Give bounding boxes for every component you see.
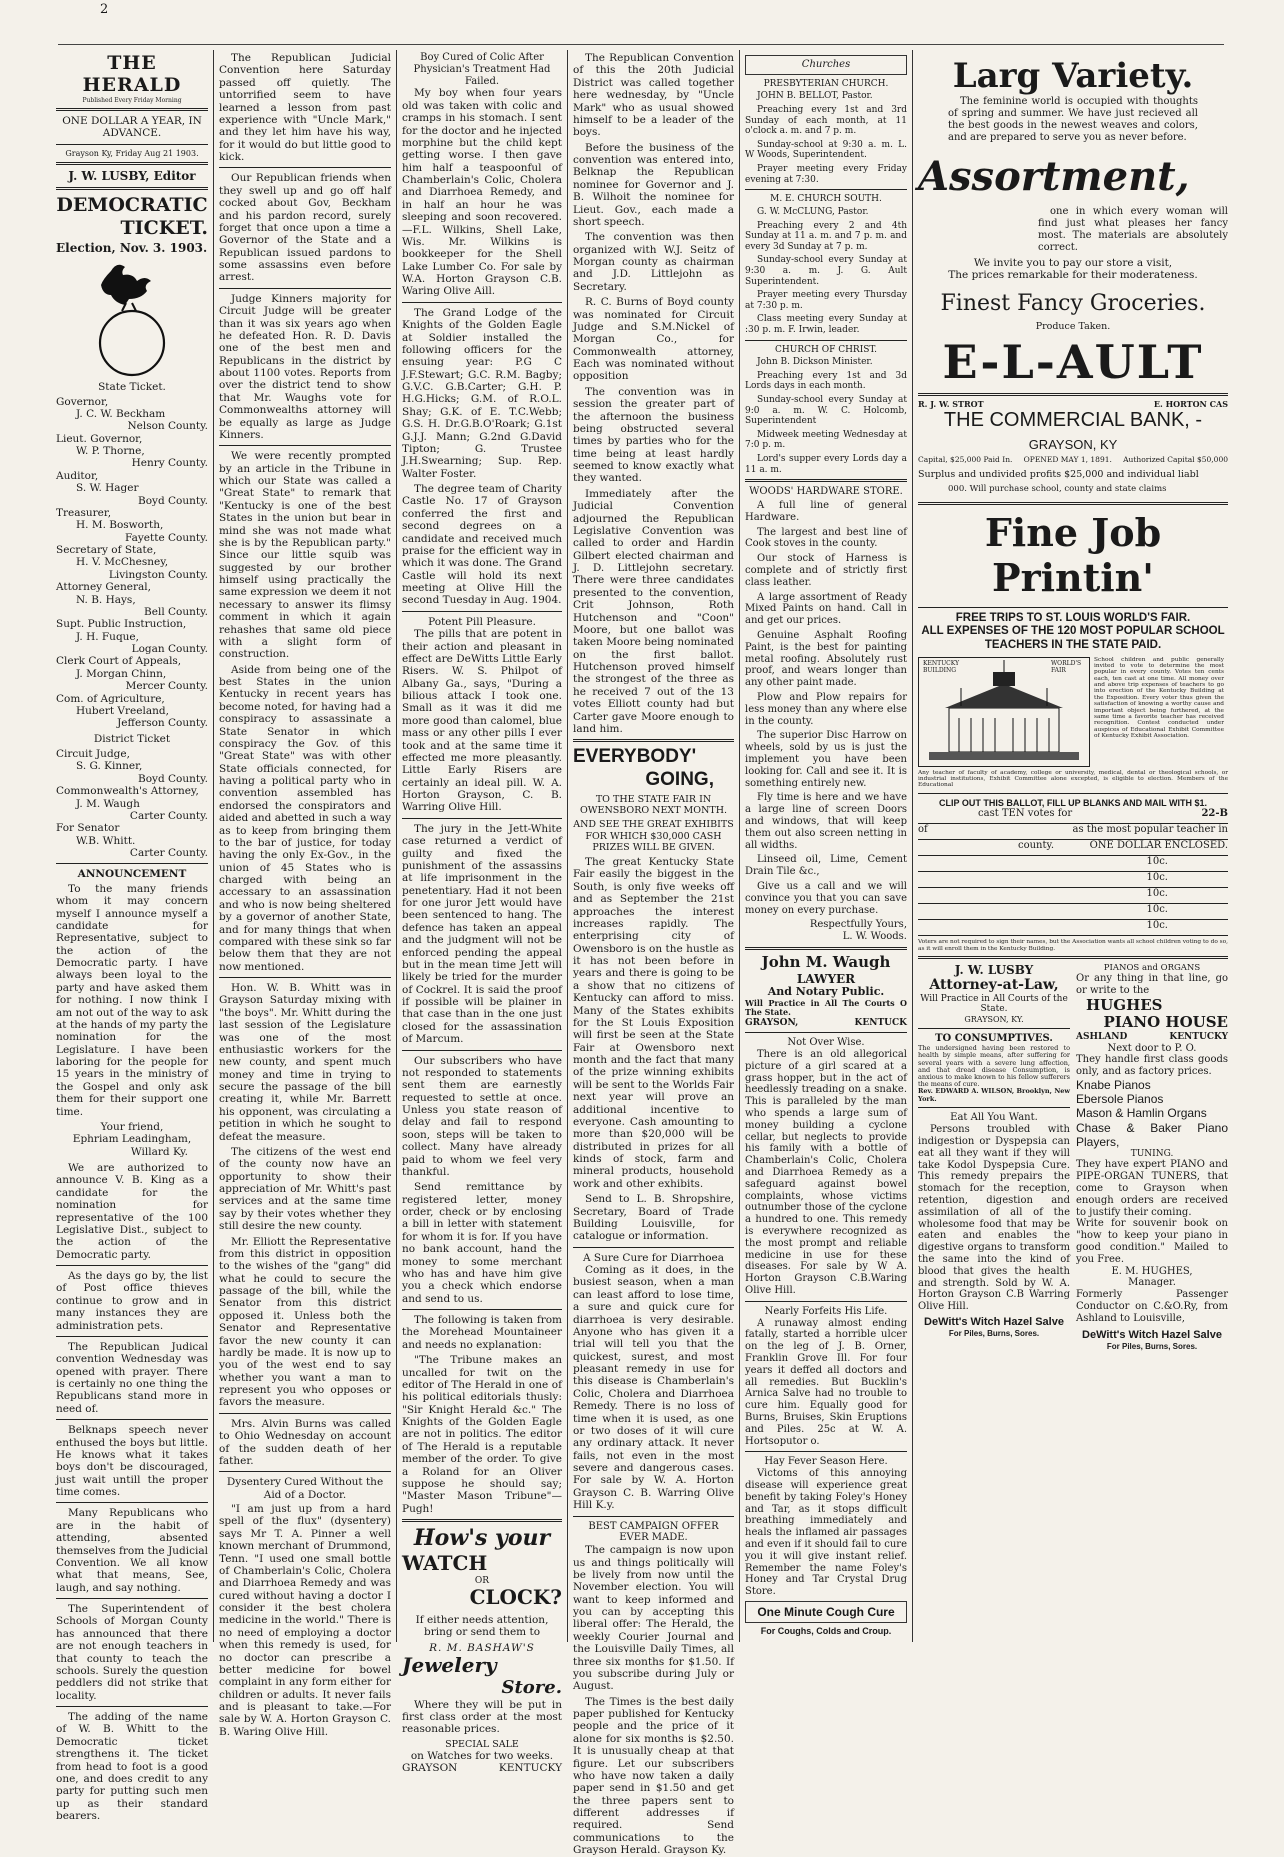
bank-name: THE COMMERCIAL BANK, - <box>943 409 1203 432</box>
article-heading: Boy Cured of Colic After Physician's Treatment Had Failed. <box>413 52 551 87</box>
variety-text: The feminine world is occupied with thoughts of spring and summer. We have just recieved all the best goods in the newest weaves and colors, and are prepared to serve you as never before. <box>948 96 1198 143</box>
ticket-office: Governor, <box>56 395 109 408</box>
article-paragraph: The Republican Judical convention Wednesday was opened with prayer. There is certainly no one thing the Republicans stand more in need of. <box>56 1340 208 1415</box>
column-4 <box>573 52 734 1857</box>
ault-store-name: E-L-AULT <box>942 334 1204 389</box>
ballot-line <box>918 904 1228 920</box>
article-paragraph: "I am just up from a hard spell of the flux" (dysentery) says Mr T. A. Pinner a well known merchant of Drummond, Tenn. "I used one small bottle of Chamberlain's Colic, Cholera and Diarrhoea Remedy and was cured without having a doctor I consider it the best cholera medicine in the world." There is no need of employing a doctor when this remedy is used, for no doctor can prescribe a better medicine for bowel complaint in any form either for children or adults. It never fails and is pleasant to take.—For sale by W. A. Horton Grayson C. B. Waring Olive Hill. <box>219 1503 391 1738</box>
ballot-line <box>918 920 1228 936</box>
district-ticket-heading: District Ticket <box>93 732 171 745</box>
article-paragraph: Hon. W. B. Whitt was in Grayson Saturday mixing with "the boys". Mr. Whitt during the last session of the Legislature was one of the most enthusiastic workers for the new county, and spent much money and time in trying to secure the passage of the bill creating it, while Mr. Barrett his opponent, was circulating a petition in which he sought to defeat the measure. <box>219 982 391 1143</box>
ticket-candidate: J. C. W. Beckham <box>76 407 166 420</box>
article-paragraph: The degree team of Charity Castle No. 17 of Grayson conferred the first and second degrees on a candidate and received much praise for the efficient way in which it was done. The Grand Castle will hold its next meeting at Olive Hill the second Tuesday in Aug. 1904. <box>402 483 562 607</box>
article-paragraph: The Republican Convention of this the 20th Judicial District was called together here wednesday, by "Uncle Mark" who as usual showed himself to be a leader of the boys. <box>573 52 734 139</box>
masthead-price: ONE DOLLAR A YEAR, IN ADVANCE. <box>62 114 202 140</box>
listing-line: Fly time is here and we have a large line of screen Doors and windows, that will keep them out also screen netting in all widths. <box>745 792 907 851</box>
top-rule <box>58 44 1224 45</box>
article-paragraph: Immediately after the Judicial Convention adjourned the Republican Legislative Convention was called to order and Hardin Gilbert elected chairman and J. D. Littlejohn secretary. There were three candidates presented to the convention, Crit Johnson, Roth Hutchenson and "Coon" Moore, but one ballot was taken Moore being nominated on the first ballot. Hutchenson proved himself the strongest of the three as he received 7 out of the 13 votes Elliott county had but Carter gave Moore enough to land him. <box>573 487 734 735</box>
article-heading: Potent Pill Pleasure. <box>428 615 536 628</box>
salve-ad: DeWitt's Witch Hazel Salve <box>1082 1328 1222 1341</box>
ticket-office: Lieut. Governor, <box>56 432 143 445</box>
variety-heading: Larg Variety. <box>952 56 1194 96</box>
hardware-listing <box>745 500 907 916</box>
election-date: Election, Nov. 3. 1903. <box>56 241 208 256</box>
listing-line: A large assortment of Ready Mixed Paints on hand. Call in and get our prices. <box>745 591 907 627</box>
ballot-amount: 10c. <box>1146 856 1168 868</box>
masthead-dateline: Grayson Ky, Friday Aug 21 1903. <box>65 148 199 158</box>
ticket-candidate: W.B. Whitt. <box>76 834 136 847</box>
article-paragraph: The jury in the Jett-White case returned a verdict of guilty and fixed the punishment of the assassins at life imprisonment in the penetentiary. Had it not been for one juror Jett would have been sentenced to hang. The defence has taken an appeal and the judgment will not be enforced pending the appeal but in the mean time Jett will likely be tried for the murder of Cockrel. It is said the proof if possible will be plainer in that case than in the one just closed for the assassination of Marcum. <box>402 822 562 1046</box>
ticket-county: Fayette County. <box>125 531 208 544</box>
ballot-line: cast TEN votes for 22-B <box>918 808 1228 824</box>
ballot-line <box>918 872 1228 888</box>
ticket-office: Auditor, <box>56 469 99 482</box>
listing-line: Sunday-school every Sunday at 9:30 a. m. J. G. Ault Superintendent. <box>745 255 907 287</box>
cough-cure-ad: One Minute Cough Cure <box>745 1601 907 1623</box>
listing-line: Midweek meeting Wednesday at 7:0 p. m. <box>745 429 907 451</box>
article-heading: Nearly Forfeits His Life. <box>764 1305 888 1317</box>
listing-line: JOHN B. BELLOT, Pastor. <box>757 91 873 102</box>
article-paragraph: We were recently prompted by an article in the Tribune in which our State was called a "Great State" to remark that "Kentucky is one of the best States in the union but bear in mind she was not made what she is by the Republican party." Since our little squib was suggested by our brother himself using practically the same expression we deem it not necessary to answer its flimsy comment in which it again rehashes that same old piece with a slight form of construction. <box>219 450 391 661</box>
ticket-office: Circuit Judge, <box>56 748 130 761</box>
listing-line: John B. Dickson Minister. <box>757 357 873 368</box>
article-paragraph: My boy when four years old was taken with colic and cramps in his stomach. I sent for the doctor and he injected morphine but the child kept getting worse. I then gave him half a teaspoonful of Chamberlain's Colic, Cholera and Diarrhoea Remedy, and in half an hour he was sleeping and soon recovered.—F.L. Wilkins, Shell Lake, Wis. Mr. Wilkins is bookkeeper for the Shell Lake Lumber Co. For sale by W.A. Horton Grayson C.B. Waring Olive Aill. <box>402 87 562 298</box>
fair-heading: EVERYBODY' <box>573 746 697 768</box>
article-paragraph: Victoms of this annoying disease will experience great benefit by taking Foley's Honey and Tar, as it stops difficult breathing immediately and heals the inflamed air passages and even if it should fail to cure you it will give instant relief. Remember the name Foley's Honey and Tar Crystal Drug Store. <box>745 1468 907 1598</box>
masthead-subtitle: Published Every Friday Morning <box>82 96 182 104</box>
listing-line: G. W. McCLUNG, Pastor. <box>757 206 869 217</box>
ticket-candidate: J. H. Fuque, <box>76 630 139 643</box>
article-paragraph: "The Tribune makes an uncalled for twit on the editor of The Herald in one of his political editorials thusly: "Sir Knight Herald &c." The Knights of the Golden Eagle are not in politics. The editor of The Herald is a reputable member of the order. To give a Roland for an Oliver suppose he should say; "Master Mason Tribune"—Pugh! <box>402 1354 562 1515</box>
ballot-amount: 10c. <box>1146 920 1168 932</box>
ticket-candidate: S. G. Kinner, <box>76 760 143 773</box>
lawyer-ad: John M. Waugh LAWYER And Notary Public. Will Practice in All The Courts O The State. GRAYSON, KENTUCK <box>745 952 907 1028</box>
fair-subheading: TO THE STATE FAIR IN OWENSBORO NEXT MONTH. <box>579 794 728 817</box>
article-paragraph: The great Kentucky State Fair easily the biggest in the South, is only five weeks off and as September the 21st approaches the interest increases rapidly. The enterprising city of Owensboro is on the hustle as it has not been before in years and there is going to be a show that no citizens of Kentucky can afford to miss. Many of the States exhibits for the St Louis Exposition will first be seen at the State Fair at Owensboro next month and the fact that many of the prize winning exhibits will be sent to the Worlds Fair next year will prove an additional incentive to everyone. Cash amounting to more than $20,000 will be distributed in prizes for all kinds of stock, farm and mineral products, household work and other exhibits. <box>573 856 734 1190</box>
article-heading: BEST CAMPAIGN OFFER EVER MADE. <box>588 1520 719 1544</box>
ticket-candidate: J. M. Waugh <box>76 797 140 810</box>
rooster-icon <box>56 259 208 377</box>
ballot-line: county. ONE DOLLAR ENCLOSED. <box>918 840 1228 856</box>
ticket-heading-2: TICKET. <box>120 216 208 239</box>
church-listing <box>745 91 907 185</box>
kentucky-building-illustration: KENTUCKY BUILDING WORLD'S FAIR <box>918 657 1090 767</box>
page-number: 2 <box>100 2 109 17</box>
ticket-county: Nelson County. <box>127 420 208 433</box>
church-listing <box>745 357 907 475</box>
ticket-office: Clerk Court of Appeals, <box>56 655 182 668</box>
article-paragraph: Send remittance by registered letter, money order, check or by enclosing a bill in letter with statement for whom it is for. If you have no bank account, hand the money to some merchant who has and have him give you a check which endorse and send to us. <box>402 1181 562 1305</box>
column-rule <box>396 50 397 1642</box>
salve-ad: DeWitt's Witch Hazel Salve <box>924 1315 1064 1328</box>
hardware-heading: WOODS' HARDWARE STORE. <box>749 486 903 498</box>
article-paragraph: Before the business of the convention was entered into, Belknap the Republican nominee for Governor and J. B. Wilhoit the nominee for Lieut. Gov., each made a short speech. <box>573 141 734 228</box>
assortment-text: one in which every woman will find just what pleases her fancy most. The materials are absolutely correct. <box>1038 206 1228 253</box>
ticket-county: Logan County. <box>131 643 208 656</box>
article-paragraph: Aside from being one of the best States in the union Kentucky in recent years has become noted, for having had a conspiracy to assassinate a State Senator in which conspiracy the Gov. of this "Great State" was with other State officials connected, for having a political party who in convention assembled has endorsed the conspirators and aided and abetted in such a way as to keep from bringing them to the bar of justice, for today having the only Ex-Gov., in the union of 45 States who is charged with being an accessary to an assassination and who is now being sheltered by a governor of another State, and for many things that when compared with these sink so far below them that they are not now mentioned. <box>219 663 391 973</box>
listing-line: Prayer meeting every Friday evening at 7:30. <box>745 164 907 185</box>
ticket-office: Supt. Public Instruction, <box>56 618 187 631</box>
column-6: Larg Variety. The feminine world is occupied with thoughts of spring and summer. We have just recieved all the best goods in the newest weaves and colors, and are prepared to serve you as never before. Assortment, one in which every woman will find just what pleases her fancy most. The materials are absolutely correct. We invite you to pay our store a visit, The prices remarkable for their moderateness. Finest Fancy Groceries. Produce Taken. E-L-AULT R. J. W. STROT E. HORTON CAS THE COMMERCIAL BANK, - GRAYSON, KY Capital, $25,000 Paid In. OPENED MAY 1, 1891. Authorized Capital $50,000 Surplus and undivided profits $25,000 and individual liabl 000. Will purchase school, county and state claims Fine Job Printin' FREE TRIPS TO ST. LOUIS WORLD'S FAIR. ALL EXPENSES OF THE 120 MOST POPULAR SCHOOL TEACHERS IN THE STATE PAID. KENTUCKY BUILDING WORLD'S FAIR School children and public generally invited to vote to determine the most popular in every county. Votes ten cents each, ten cast at one time. All money over and above trip expenses of teachers to go into erection of the Kentucky Building at the Exposition. Every voter thus given the satisfaction of knowing a worthy cause and important object being furthered, at the same time a favorite teacher has received recognition. Contest conducted under auspices of Educational Exhibit Committee of Kentucky Exhibit Association. Any teacher of faculty of academy, college or university, medical, dental or theological schools, or industrial institutions, Exhibit Committee alone excepted, is eligible to election. Members of the Educational CLIP OUT THIS BALLOT, FILL UP BLANKS AND MAIL WITH $1. cast TEN votes for 22-B of as the most popular teacher in county. ONE DOLLAR ENCLOSED. 10c. 10c. 10c. 10c. 10c. Voters are not required to sign their names, but the Association wants all school children voting to do so, as it will enroll them in the Kentucky Building. J. W. LUSBY Attorney-at-Law, Will Practice in All Courts of the State. GRAYSON, KY. TO CONSUMPTIVES. The undersigned having been restored to health by simple means, after suffering for several years with a severe lung affection, and that dread disease Consumption, is anxious to make known to his fellow sufferers the means of cure. Rev. EDWARD A. WILSON, Brooklyn, New York. Eat All You Want. Persons troubled with indigestion or Dyspepsia can eat all they want if they will take Kodol Dyspepsia Cure. This remedy prepairs the stomach for the reception, retention, digestion and assimilation of all of the wholesome food that may be eaten and enables the digestive organs to transform the same into the kind of blood that gives the health and strength. Sold by W. A. Horton Grayson C.B Warring Olive Hill. DeWitt's Witch Hazel Salve For Piles, Burns, Sores. PIANOS and ORGANS Or any thing in that line, go or write to the HUGHES PIANO HOUSE ASHLAND KENTUCKY Next door to P. O. They handle first class goods only, and as factory prices. Knabe Pianos Ebersole Pianos Mason & Hamlin Organs Chase & Baker Piano Players, TUNING. They have expert PIANO and PIPE-ORGAN TUNERS, that come to Grayson when enough orders are received to justify their coming. Write for souvenir book on "how to keep your piano in good condition." Mailed to you Free. E. M. HUGHES, Manager. Formerly Passenger Conductor on C.&O.Ry, from Ashland to Louisville, DeWitt's Witch Hazel Salve For Piles, Burns, Sores. <box>918 56 1228 1351</box>
listing-line: Prayer meeting every Thursday at 7:30 p. m. <box>745 290 907 311</box>
ticket-candidate: W. P. Thorne, <box>76 445 145 458</box>
article-paragraph: Coming as it does, in the busiest season, when a man can least afford to lose time, a sure and quick cure for diarrhoea is very desirable. Anyone who has given it a trial will tell you that the quickest, surest, and most pleasant remedy in use for this disease is Chamberlain's Colic, Cholera and Diarrhoea Remedy. There is no loss of time when it is used, as one or two doses of it will cure any ordinary attack. It never fails, not even in the most severe and dangerous cases. For sale by W. A. Horton Grayson C. B. Warring Olive Hill K.y. <box>573 1264 734 1512</box>
masthead-title: THE HERALD <box>82 52 182 97</box>
building-icon <box>919 658 1089 766</box>
listing-line: The superior Disc Harrow on wheels, sold by us is just the implement you have been looking for. Call and see it. It is something entirely new. <box>745 730 907 789</box>
church-listing <box>745 207 907 336</box>
ticket-candidate: S. W. Hager <box>76 482 139 495</box>
rooster-emblem <box>56 259 208 377</box>
article-paragraph: The citizens of the west end of the county now have an opportunity to show their appreciation of Mr. Whitt's past services and at the same time say by their votes whether they still desire the new county. <box>219 1145 391 1233</box>
column-rule <box>739 50 740 1642</box>
ballot-amount: 10c. <box>1146 904 1168 916</box>
job-printing-heading: Fine Job Printin' <box>984 510 1162 601</box>
ballot-heading: CLIP OUT THIS BALLOT, FILL UP BLANKS AND MAIL WITH $1. <box>938 797 1207 808</box>
article-paragraph: The following is taken from the Morehead Mountaineer and needs no explanation: <box>402 1314 562 1351</box>
ticket-office: Commonwealth's Attorney, <box>56 785 199 798</box>
watch-ad: How's your WATCH OR CLOCK? If either needs attention, bring or send them to R. M. BASHAW'S Jewelery Store. Where they will be put in first class order at the most reasonable prices. SPECIAL SALE on Watches for two weeks. GRAYSON KENTUCKY <box>402 1525 562 1775</box>
listing-line: Linseed oil, Lime, Cement Drain Tile &c., <box>745 854 907 878</box>
article-heading: Hay Fever Season Here. <box>764 1456 888 1468</box>
article-paragraph: Send to L. B. Shropshire, Secretary, Board of Trade Building Louisville, for catalogue or information. <box>573 1193 734 1243</box>
article-heading: Not Over Wise. <box>787 1037 865 1049</box>
ticket-county: Boyd County. <box>137 772 208 785</box>
ticket-county: Henry County. <box>131 457 208 470</box>
state-ticket-heading: State Ticket. <box>98 381 166 394</box>
article-paragraph: Many Republicans who are in the habit of attending, absented themselves from the Judicial Convention. We all know what that means, See, laugh, and say nothing. <box>56 1507 208 1594</box>
listing-line: Plow and Plow repairs for less money than any where else in the county. <box>745 692 907 727</box>
article-paragraph: The campaign is now upon us and things politically will be lively from now until the November election. You will want to keep informed and you can by accepting this liberal offer: The Herald, the weekly Courier Journal and the Louisville Daily Times, all three six months for $1.50. If you subscribe during July or August. <box>573 1544 734 1693</box>
article-paragraph: Mr. Elliott the Representative from this district in opposition to the wishes of the "gang" did what he could to secure the passage of the bill, while the Senator from this district opposed it. Unless both the Senator and Representative favor the new county it can hardly be made. It is now up to you of the west end to say whether you want a man to represent you who opposes or favors the measure. <box>219 1235 391 1409</box>
column-3 <box>402 52 562 1775</box>
churches-heading: Churches <box>745 55 907 75</box>
ticket-county: Mercer County. <box>125 680 208 693</box>
church-heading: PRESBYTERIAN CHURCH. <box>763 78 889 89</box>
listing-line: Class meeting every Sunday at :30 p. m. F. Irwin, leader. <box>745 314 907 335</box>
article-paragraph: The convention was then organized with W.J. Seitz of Morgan county as chairman and J.D. Littlejohn as Secretary. <box>573 231 734 293</box>
column-5: Churches PRESBYTERIAN CHURCH. JOHN B. BELLOT, Pastor. Preaching every 1st and 3rd Sunday of each month, at 11 o'clock a. m. and 7 p. m. Sunday-school at 9:30 a. m. L. W Woods, Superintendent. Prayer meeting every Friday evening at 7:30. M. E. CHURCH SOUTH. G. W. McCLUNG, Pastor. Preaching every 2 and 4th Sunday at 11 a. m. and 7 p. m. and every 3d Sunday at 7 p. m. Sunday-school every Sunday at 9:30 a. m. J. G. Ault Superintendent. Prayer meeting every Thursday at 7:30 p. m. Class meeting every Sunday at :30 p. m. F. Irwin, leader. CHURCH OF CHRIST. John B. Dickson Minister. Preaching every 1st and 3d Lords days in each month. Sunday-school every Sunday at 9:0 a. m. W. C. Holcomb, Superintendent Midweek meeting Wednesday at 7:0 p. m. Lord's supper every Lords day a 11 a. m. WOODS' HARDWARE STORE. A full line of general Hardware. The largest and best line of Cook stoves in the county. Our stock of Harness is complete and of strictly first class leather. A large assortment of Ready Mixed Paints on hand. Call in and get our prices. Genuine Asphalt Roofing Paint, is the best for painting metal roofing. Absolutely rust proof, and wears longer than any other paint made. Plow and Plow repairs for less money than any where else in the county. The superior Disc Harrow on wheels, sold by us is just the implement you have been looking for. Call and see it. It is something entirely new. Fly time is here and we have a large line of screen Doors and windows, that will keep them out also screen netting in all widths. Linseed oil, Lime, Cement Drain Tile &c., Give us a call and we will convince you that you can save money on every purchase. Respectfully Yours, L. W. Woods. John M. Waugh LAWYER And Notary Public. Will Practice in All The Courts O The State. GRAYSON, KENTUCK Not Over Wise. There is an old allegorical picture of a girl scared at a grass hopper, but in the act of heedlessly treading on a snake. This is paralleled by the man who spends a large sum of money building a cyclone cellar, but neglects to provide his family with a bottle of Chamberlain's Colic, Cholera and Diarrhoea Remedy as a safeguard against bowel complaints, whose victims outnumber those of the cyclone a hundred to one. This remedy is everywhere recognized as the most prompt and reliable medicine in use for these diseases. For sale by W A. Horton Grayson C.B.Waring Olive Hill. Nearly Forfeits His Life. A runaway almost ending fatally, started a horrible ulcer on the leg of J. B. Orner, Franklin Grove Ill. For four years it deffed all doctors and all remedies. But Bucklin's Arnica Salve had no trouble to cure him. Equally good for Burns, Bruises, Skin Eruptions and Piles. 25c at W. A. Hortsoputor o. Hay Fever Season Here. Victoms of this annoying disease will experience great benefit by taking Foley's Honey and Tar, as it stops difficult breathing immediately and heals the inflamed air passages and even if it should fail to cure you it will give instant relief. Remember the name Foley's Honey and Tar Crystal Drug Store. One Minute Cough Cure For Coughs, Colds and Croup. <box>745 52 907 1644</box>
church-heading: M. E. CHURCH SOUTH. <box>770 194 882 205</box>
listing-line: Preaching every 1st and 3d Lords days in each month. <box>745 370 907 392</box>
column-rule <box>912 50 913 1642</box>
assortment-heading: Assortment, <box>918 153 1190 201</box>
ticket-candidate: Hubert Vreeland, <box>76 704 169 717</box>
article-paragraph: The adding of the name of W. B. Whitt to the Democratic ticket strengthens it. The ticket from head to foot is a good one, and does credit to any party for putting such men up as their standard bearers. <box>56 1711 208 1823</box>
ticket-heading: DEMOCRATIC <box>56 194 208 217</box>
ballot-amount: 10c. <box>1146 888 1168 900</box>
listing-line: The largest and best line of Cook stoves in the county. <box>745 526 907 550</box>
ticket-office: Attorney General, <box>56 581 151 594</box>
ballot-amount: 10c. <box>1146 872 1168 884</box>
listing-line: Preaching every 2 and 4th Sunday at 11 a. m. and 7 p. m. and every 3d Sunday at 7 p. m. <box>745 220 907 252</box>
article-paragraph: The Republican Judicial Convention here Saturday passed off quietly. The untorrified seem to have learned a lesson from past experience with "Uncle Mark," and they let him have his way, for it would do but little good to kick. <box>219 52 391 163</box>
announcement-sign: Ephriam Leadingham, <box>72 1133 192 1146</box>
ticket-county: Livingston County. <box>108 568 208 581</box>
article-paragraph: Our subscribers who have not responded to statements sent them are earnestly requested to settle at once. Unless you state reason of delay and fail to respond soon, steps will be taken to collect. Many have already paid to whom we feel very thankful. <box>402 1054 562 1178</box>
ballot-entries <box>918 856 1228 936</box>
ticket-office: Com. of Agriculture, <box>56 692 165 705</box>
ticket-office: For Senator <box>56 822 120 835</box>
article-paragraph: Mrs. Alvin Burns was called to Ohio Wednesday on account of the sudden death of her father. <box>219 1417 391 1467</box>
announcement-sign: Your friend, <box>100 1120 164 1133</box>
ticket-county: Boyd County. <box>137 494 208 507</box>
groceries-heading: Finest Fancy Groceries. <box>940 291 1206 317</box>
article-paragraph: Our Republican friends when they swell up and go off half cocked about Gov, Beckham and his pardon record, surely forget that once upon a time a Governor of the State and a Republican issued pardons to some assassins even before arrest. <box>219 172 391 284</box>
article-paragraph: The Superintendent of Schools of Morgan County has announced that there are not enough teachers in that county to teach the schools. Surely the question peddlers did not strike that locality. <box>56 1603 208 1702</box>
ticket-candidate: N. B. Hays, <box>76 593 136 606</box>
piano-ad: PIANOS and ORGANS Or any thing in that line, go or write to the HUGHES PIANO HOUSE ASHLAND KENTUCKY Next door to P. O. They handle first class goods only, and as factory prices. Knabe Pianos Ebersole Pianos Mason & Hamlin Organs Chase & Baker Piano Players, TUNING. They have expert PIANO and PIPE-ORGAN TUNERS, that come to Grayson when enough orders are received to justify their coming. Write for souvenir book on "how to keep your piano in good condition." Mailed to you Free. E. M. HUGHES, Manager. Formerly Passenger Conductor on C.&O.Ry, from Ashland to Louisville, DeWitt's Witch Hazel Salve For Piles, Burns, Sores. <box>1076 963 1228 1351</box>
article-paragraph: The pills that are potent in their action and pleasant in effect are DeWitts Little Early Risers. W. S. Philpot of Albany Ga., says, "During a bilious attack I took one. Small as it was it did me more good than calomel, blue mass or any other pills I ever took and at the same time it effected me more pleasantly. Little Early Risers are certainly an ideal pill. W. A. Horton Grayson, C. B. Warring Olive Hill. <box>402 628 562 814</box>
listing-line: Sunday-school at 9:30 a. m. L. W Woods, Superintendent. <box>745 139 907 161</box>
ticket-county: Carter County. <box>129 847 208 860</box>
ballot-line <box>918 856 1228 872</box>
masthead-editor: J. W. LUSBY, Editor <box>68 169 196 184</box>
listing-line: Give us a call and we will convince you that you can save money on every purchase. <box>745 881 907 916</box>
announcement-sign: Willard Ky. <box>130 1145 188 1158</box>
fair-subheading: AND SEE THE GREAT EXHIBITS FOR WHICH $30,000 CASH PRIZES WILL BE GIVEN. <box>573 819 734 853</box>
column-2 <box>219 52 391 1738</box>
article-paragraph: As the days go by, the list of Post office thieves continue to grow and in many instances they are administration pets. <box>56 1270 208 1332</box>
listing-line: A full line of general Hardware. <box>745 500 907 523</box>
listing-line: Preaching every 1st and 3rd Sunday of each month, at 11 o'clock a. m. and 7 p. m. <box>745 105 907 137</box>
announcement-heading: ANNOUNCEMENT <box>77 868 187 881</box>
ticket-county: Carter County. <box>129 809 208 822</box>
article-heading: Dysentery Cured Without the Aid of a Doctor. <box>226 1476 384 1501</box>
ticket-office: Secretary of State, <box>56 544 157 557</box>
listing-line: Lord's supper every Lords day a 11 a. m. <box>745 454 907 475</box>
article-paragraph: Judge Kinners majority for Circuit Judge will be greater than it was six years ago when he defeated Hon. R. D. Davis one of the best men and Republicans in the district by about 1100 votes. Reports from over the district tend to show that Mr. Waughs vote for Commonwealths attorney will be equally as large as Judge Kinners. <box>219 292 391 441</box>
article-paragraph: The Grand Lodge of the Knights of the Golden Eagle at Soldier installed the following officers for the ensuing year: P.G C J.F.Stewart; G.C. R.M. Bagby; G.V.C. G.B.Carter; G.H. P. H.G.Hicks; G.M. of R.O.L. Shay; G.K. of E. T.C.Webb; G.S. H. Dr.G.B.O'Roark; G.1st G.J.J. Mann; G.2nd G.David Tipton; G. Trustee J.H.Swearning; Sup. Rep. Walter Foster. <box>402 306 562 480</box>
column-rule <box>213 50 214 1642</box>
article-heading: A Sure Cure for Diarrhoea <box>582 1251 724 1264</box>
announcement-text: To the many friends whom it may concern myself I announce myself a candidate for Representative, subject to the action of the Democratic party. I have always been loyal to the party and have asked them for nothing. I now think I am not out of the way to ask at the hands of my party the nomination for the Legislature. I have been laboring for the people for 15 years in the ministry of the Gospel and only ask them for their support one time. <box>56 882 208 1118</box>
ticket-candidate: H. V. McChesney, <box>76 556 169 569</box>
article-paragraph: A runaway almost ending fatally, started a horrible ulcer on the leg of J. B. Orner, Franklin Grove Ill. For four years it deffed all doctors and all remedies. But Bucklin's Arnica Salve had no trouble to cure him. Equally good for Burns, Bruises, Skin Eruptions and Piles. 25c at W. A. Hortsoputor o. <box>745 1317 907 1447</box>
church-heading: CHURCH OF CHRIST. <box>775 344 877 355</box>
ballot-line <box>918 888 1228 904</box>
ticket-candidate: J. Morgan Chinn, <box>76 667 167 680</box>
listing-line: Our stock of Harness is complete and of strictly first class leather. <box>745 553 907 588</box>
ticket-county: Bell County. <box>144 605 208 618</box>
ticket-office: Treasurer, <box>56 506 112 519</box>
trips-text: School children and public generally invited to vote to determine the most popular in every county. Votes ten cents each, ten cast at one time. All money over and above trip expenses of teachers to go into erection of the Kentucky Building at the Exposition. Every voter thus given the satisfaction of knowing a worthy cause and important object being furthered, at the same time a favorite teacher has received recognition. Contest conducted under auspices of Educational Exhibit Committee of Kentucky Exhibit Association. <box>1094 656 1224 740</box>
article-paragraph: The convention was in session the greater part of the afternoon the business being obstructed several times by parties who for the time being at least hardly seemed to know exactly what they wanted. <box>573 385 734 485</box>
column-rule <box>567 50 568 1642</box>
listing-line: Genuine Asphalt Roofing Paint, is the best for painting metal roofing. Absolutely rust proof, and wears longer than any other paint made. <box>745 630 907 689</box>
district-ticket-list <box>56 748 208 859</box>
article-paragraph: There is an old allegorical picture of a girl scared at a grass hopper, but in the act of heedlessly treading on a snake. This is paralleled by the man who spends a large sum of money building a cyclone cellar, but neglects to provide his family with a bottle of Chamberlain's Colic, Cholera and Diarrhoea Remedy as a safeguard against bowel complaints, whose victims outnumber those of the cyclone a hundred to one. This remedy is everywhere recognized as the most prompt and reliable medicine in use for these diseases. For sale by W A. Horton Grayson C.B.Waring Olive Hill. <box>745 1049 907 1297</box>
article-paragraph: Belknaps speech never enthused the boys but little. He knows what it takes boys don't be discouraged, just wait untill the proper time comes. <box>56 1424 208 1499</box>
state-ticket-list <box>56 396 208 730</box>
column-1 <box>56 52 208 1823</box>
ticket-county: Jefferson County. <box>117 717 208 730</box>
ticket-candidate: H. M. Bosworth, <box>76 519 164 532</box>
authorized-announcement: We are authorized to announce V. B. King as a candidate for the nomination for representative of the 100 Legislative Dist., subject to the action of the Democratic party. <box>56 1162 208 1261</box>
listing-line: Sunday-school every Sunday at 9:0 a. m. W. C. Holcomb, Superintendent <box>745 395 907 427</box>
fair-heading-2: GOING, <box>645 768 714 790</box>
ballot-line: of as the most popular teacher in <box>918 824 1228 840</box>
article-paragraph: R. C. Burns of Boyd county was nominated for Circuit Judge and S.M.Nickel of Morgan Co., for Commonwealth attorney, Each was nominated without opposition <box>573 296 734 383</box>
article-paragraph: The Times is the best daily paper published for Kentucky people and the price of it alone for six months is $2.50. It is unusually cheap at that figure. Let our subscribers who have now taken a daily paper send in $1.50 and get the three papers sent to different addresses if required. Send communications to the Grayson Herald. Grayson Ky. <box>573 1695 734 1857</box>
